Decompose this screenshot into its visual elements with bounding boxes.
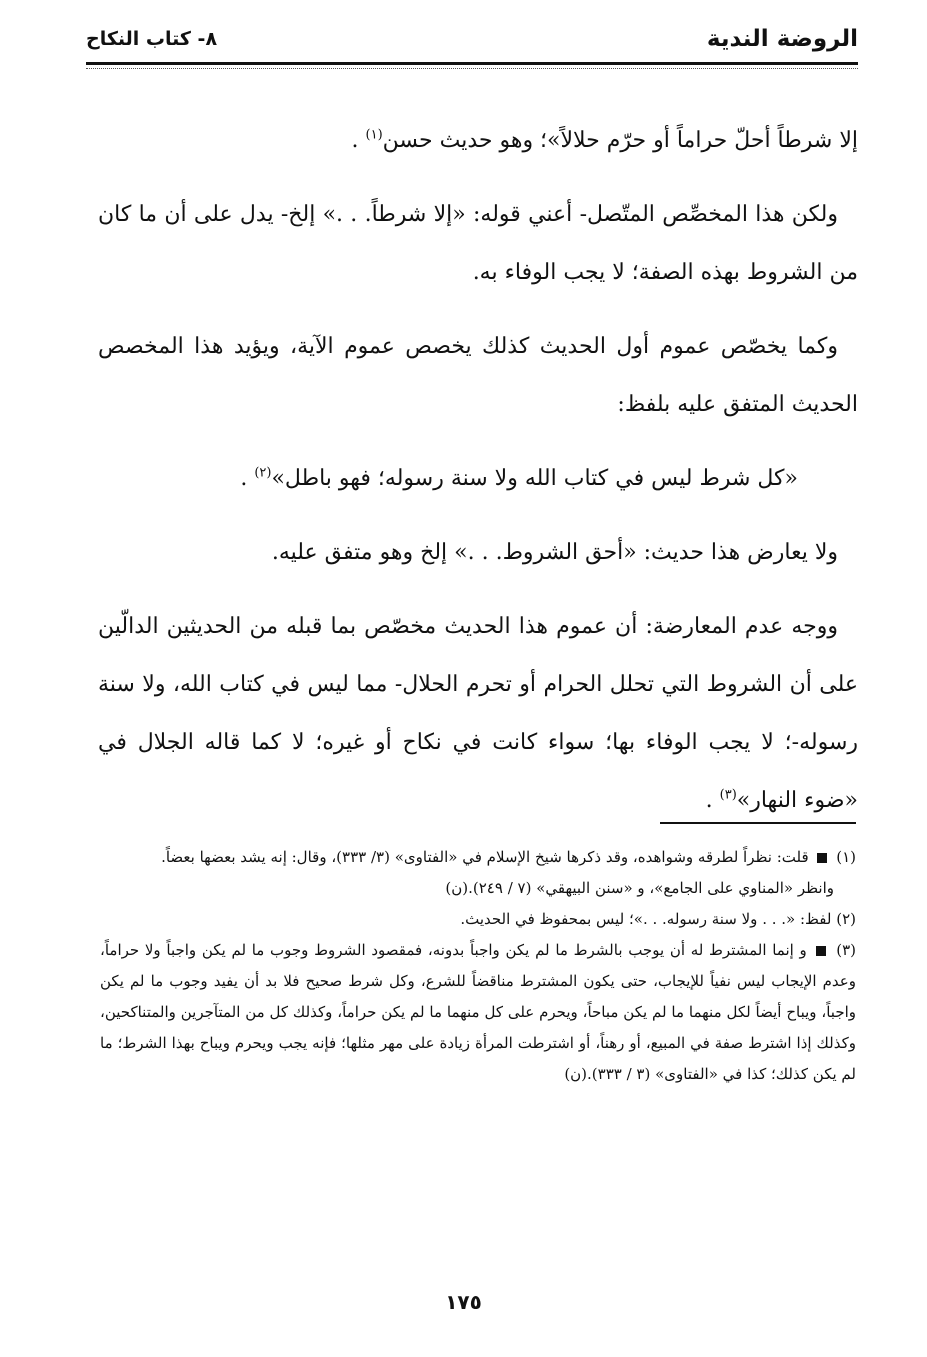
footnote-2 <box>100 904 856 935</box>
hadith-quote-text: «كل شرط ليس في كتاب الله ولا سنة رسوله؛ فهو باطل» <box>271 466 798 491</box>
paragraph-6-end: . <box>705 788 720 813</box>
footnote-1-text: قلت: نظراً لطرقه وشواهده، وقد ذكرها شيخ الإسلام في «الفتاوى» (٣/ ٣٣٣)، وقال: إنه يشد بعضها بعضاً. <box>161 848 809 866</box>
hadith-quote-end: . <box>240 466 255 491</box>
paragraph-1 <box>98 112 858 170</box>
paragraph-1-end: . <box>351 128 366 153</box>
header-dotted-rule <box>86 68 858 69</box>
hadith-quote <box>98 450 858 508</box>
paragraph-1-text: إلا شرطاً أحلّ حراماً أو حرّم حلالاً»؛ وهو حديث حسن <box>382 128 858 153</box>
footnote-1-continuation: وانظر «المناوي على الجامع»، و «سنن البيهقي» (٧ / ٢٤٩).(ن) <box>445 879 834 897</box>
footnote-ref-3: (٣) <box>719 787 737 803</box>
paragraph-6-text: ووجه عدم المعارضة: أن عموم هذا الحديث مخصّص بما قبله من الحديثين الدالّين على أن الشروط التي تحلل الحرام أو تحرم الحلال- مما ليس في كتاب الله، ولا سنة رسوله-؛ لا يجب الوفاء بها؛ سواء كانت في نكاح أو غيره؛ لا كما قاله الجلال في «ضوء النهار» <box>98 614 858 813</box>
footnote-2-text: لفظ: «. . . ولا سنة رسوله. . .»؛ ليس بمحفوظ في الحديث. <box>460 910 832 928</box>
book-title: الروضة الندية <box>706 26 858 52</box>
footnote-ref-1: (١) <box>365 127 383 143</box>
footnote-3 <box>100 935 856 1090</box>
running-header <box>86 26 858 60</box>
footnote-separator <box>660 822 856 824</box>
paragraph-2: ولكن هذا المخصِّص المتّصل- أعني قوله: «إلا شرطاً. . .» إلخ- يدل على أن ما كان من الشروط بهذه الصفة؛ لا يجب الوفاء به. <box>98 202 858 285</box>
paragraph-6 <box>98 598 858 830</box>
footnotes <box>100 842 856 1090</box>
footnote-ref-2: (٢) <box>254 465 272 481</box>
main-text <box>98 112 858 830</box>
footnote-1 <box>100 842 856 873</box>
chapter-title: ٨- كتاب النكاح <box>86 28 218 50</box>
page-number: ١٧٥ <box>445 1290 482 1314</box>
paragraph-5: ولا يعارض هذا حديث: «أحق الشروط. . .» إلخ وهو متفق عليه. <box>271 540 838 565</box>
paragraph-3: وكما يخصّص عموم أول الحديث كذلك يخصص عموم الآية، ويؤيد هذا المخصص الحديث المتفق عليه بلفظ: <box>98 334 858 417</box>
footnote-1-number: (١) <box>836 848 856 866</box>
header-rule <box>86 62 858 65</box>
square-bullet-icon <box>816 946 826 956</box>
footnote-3-text: و إنما المشترط له أن يوجب بالشرط ما لم يكن واجباً بدونه، فمقصود الشروط وجوب ما لم يكن واجباً ولا حراماً، وعدم الإيجاب ليس نفياً للإيجاب، حتى يكون المشترط مناقضاً للشرع، وكل شرط صحيح فلا بد أن يفيد وجوب ما لم يكن واجباً، ويباح أيضاً لكل منهما ما لم يكن مباحاً، ويحرم على كل منهما ما لم يكن حراماً، وكذلك كل من المتآجرين والمتناكحين، وكذلك إذا اشترط صفة في المبيع، أو رهناً، أو اشترطت المرأة زيادة على مهر مثلها؛ فإنه يجب ويحرم ويباح بهذا الشرط؛ ما لم يكن كذلك؛ كذا في «الفتاوى» (٣ / ٣٣٣).(ن) <box>100 941 856 1083</box>
footnote-2-number: (٢) <box>836 910 856 928</box>
footnote-3-number: (٣) <box>836 941 856 959</box>
square-bullet-icon <box>817 853 827 863</box>
